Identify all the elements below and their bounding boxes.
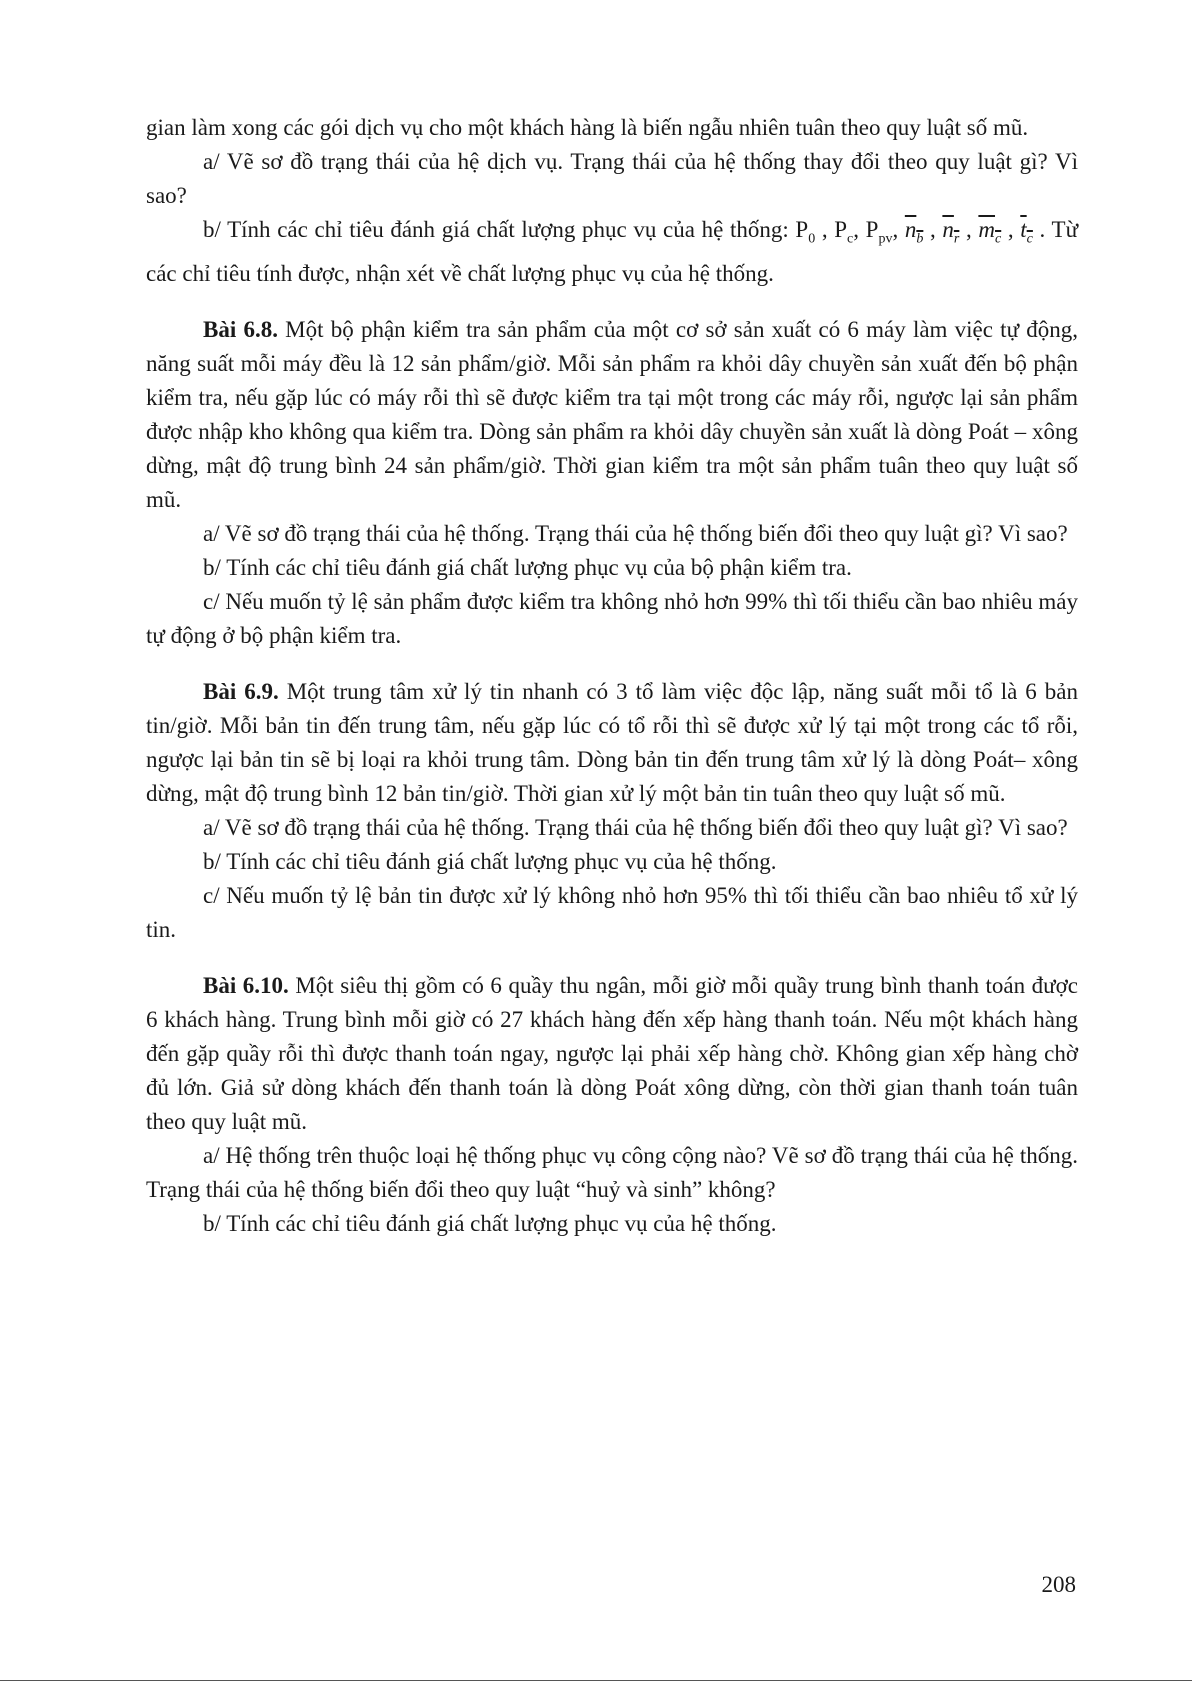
exercise-6-8-b: b/ Tính các chỉ tiêu đánh giá chất lượng phục vụ của bộ phận kiểm tra. <box>203 554 852 580</box>
exercise-6-9-b: b/ Tính các chỉ tiêu đánh giá chất lượng phục vụ của hệ thống. <box>203 848 777 874</box>
exercise-6-10-a: a/ Hệ thống trên thuộc loại hệ thống phục vụ công cộng nào? Vẽ sơ đồ trạng thái của hệ thống. Trạng thái của hệ thống biến đổi theo quy luật “huỷ và sinh” không? <box>146 1142 1078 1202</box>
paragraph: a/ Vẽ sơ đồ trạng thái của hệ dịch vụ. Trạng thái của hệ thống thay đổi theo quy luật gì? Vì sao? <box>146 149 1078 208</box>
paragraph-formula: b/ Tính các chỉ tiêu đánh giá chất lượng phục vụ của hệ thống: $P_0$ , $P_c$, $P_{pv}$, $n_b$ , $n_r$ , $m_c$ , $t_c$ . Từ các chỉ tiêu tính được, nhận xét về chất lượng phục vụ của hệ thống. <box>146 217 1079 286</box>
exercise-6-8-a: a/ Vẽ sơ đồ trạng thái của hệ thống. Trạng thái của hệ thống biến đổi theo quy luật gì? Vì sao? <box>203 520 1068 546</box>
exercise-6-8-c: c/ Nếu muốn tỷ lệ sản phẩm được kiểm tra không nhỏ hơn 99% thì tối thiểu cần bao nhiêu máy tự động ở bộ phận kiểm tra. <box>146 588 1078 648</box>
exercise-6-9-a: a/ Vẽ sơ đồ trạng thái của hệ thống. Trạng thái của hệ thống biến đổi theo quy luật gì? Vì sao? <box>203 814 1068 840</box>
exercise-6-9: Bài 6.9. Một trung tâm xử lý tin nhanh có 3 tổ làm việc độc lập, năng suất mỗi tổ là 6 bản tin/giờ. Mỗi bản tin đến trung tâm, nếu gặp lúc có tổ rỗi thì sẽ được xử lý tại một trong các tổ rỗi, ngược lại bản tin sẽ bị loại ra khỏi trung tâm. Dòng bản tin đến trung tâm xử lý là dòng Poát– xông dừng, mật độ trung bình 12 bản tin/giờ. Thời gian xử lý một bản tin tuân theo quy luật số mũ. <box>146 678 1078 806</box>
bottom-rule <box>0 1680 1192 1681</box>
exercise-6-10-b: b/ Tính các chỉ tiêu đánh giá chất lượng phục vụ của hệ thống. <box>203 1210 777 1236</box>
page-number: 208 <box>1041 1572 1076 1597</box>
exercise-6-9-c: c/ Nếu muốn tỷ lệ bản tin được xử lý không nhỏ hơn 95% thì tối thiểu cần bao nhiêu tổ xử lý tin. <box>146 882 1078 942</box>
page-body <box>146 111 1078 1241</box>
paragraph: gian làm xong các gói dịch vụ cho một khách hàng là biến ngẫu nhiên tuân theo quy luật số mũ. <box>146 115 1029 140</box>
exercise-6-10: Bài 6.10. Một siêu thị gồm có 6 quầy thu ngân, mỗi giờ mỗi quầy trung bình thanh toán được 6 khách hàng. Trung bình mỗi giờ có 27 khách hàng đến xếp hàng thanh toán. Nếu một khách hàng đến gặp quầy rỗi thì được thanh toán ngay, ngược lại phải xếp hàng chờ. Không gian xếp hàng chờ đủ lớn. Giả sử dòng khách đến thanh toán là dòng Poát xông dừng, còn thời gian thanh toán tuân theo quy luật mũ. <box>146 972 1078 1134</box>
exercise-6-8: Bài 6.8. Một bộ phận kiểm tra sản phẩm của một cơ sở sản xuất có 6 máy làm việc tự động, năng suất mỗi máy đều là 12 sản phẩm/giờ. Mỗi sản phẩm ra khỏi dây chuyền sản xuất đến bộ phận kiểm tra, nếu gặp lúc có máy rỗi thì sẽ được kiểm tra tại một trong các máy rỗi, ngược lại sản phẩm được nhập kho không qua kiểm tra. Dòng sản phẩm ra khỏi dây chuyền sản xuất là dòng Poát – xông dừng, mật độ trung bình 24 sản phẩm/giờ. Thời gian kiểm tra một sản phẩm tuân theo quy luật số mũ. <box>146 316 1079 512</box>
